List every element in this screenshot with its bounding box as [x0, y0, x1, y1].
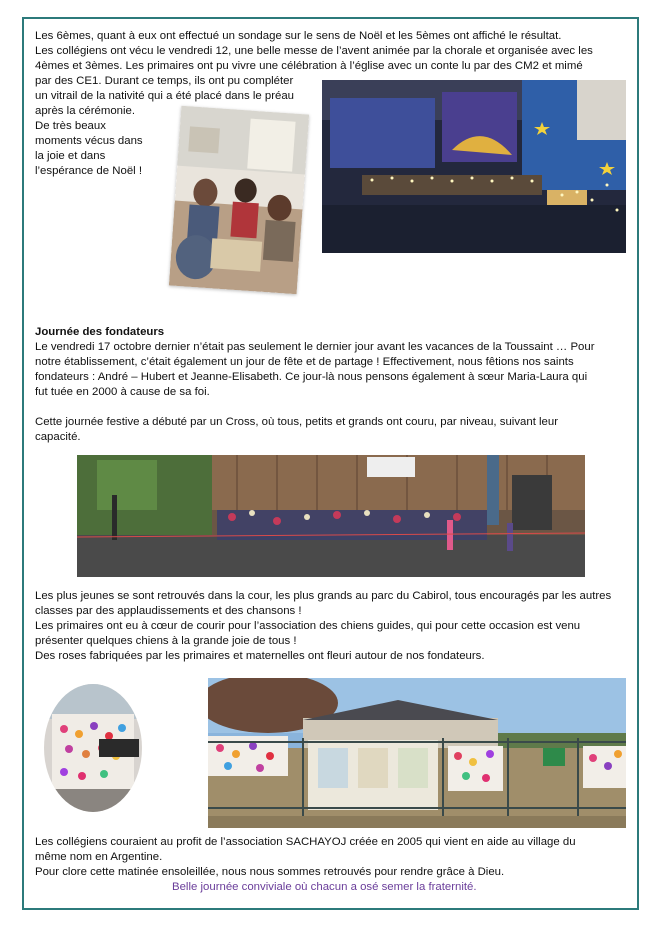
closing-line: Belle journée conviviale où chacun a osé semer la fraternité. [172, 881, 477, 893]
cross-race-photo [77, 455, 585, 577]
noel-line-1: Les 6èmes, quant à eux ont effectué un sondage sur le sens de Noël et les 5èmes ont affiché le résultat. [35, 30, 562, 42]
p2-line-1: Cette journée festive a débuté par un Cross, où tous, petits et grands ont couru, par niveau, suivant leur [35, 416, 559, 428]
p1-line-1: Le vendredi 17 octobre dernier n’était pas seulement le dernier jour avant les vacances de la Toussaint … Pour [35, 341, 595, 353]
noel-line-6: après la cérémonie. [35, 105, 136, 117]
p3-line-3: Les primaires ont eu à cœur de courir pour l’association des chiens guides, qui pour cette occasion est venu [35, 620, 581, 632]
noel-line-3: 4èmes et 3èmes. Les primaires ont pu vivre une célébration à l’église avec un conte lu par des CM2 et mimé [35, 60, 583, 72]
roses-panel-oval-photo [44, 684, 142, 812]
noel-line-7: De très beaux [35, 120, 106, 132]
p1-line-4: fut tuée en 2000 à cause de sa foi. [35, 386, 210, 398]
p2-line-2: capacité. [35, 431, 81, 443]
classroom-photo [169, 106, 309, 294]
p3-line-4: présenter quelques chiens à la grande joie de tous ! [35, 635, 297, 647]
p1-line-3: fondateurs : André – Hubert et Jeanne-Elisabeth. Ce jour-là nous pensons également à sœur Maria-Laura qui [35, 371, 588, 383]
p3-line-2: classes par des applaudissements et des chansons ! [35, 605, 302, 617]
p4-line-1: Les collégiens couraient au profit de l’association SACHAYOJ créée en 2005 qui vient en aide au village du [35, 836, 576, 848]
p3-line-5: Des roses fabriquées par les primaires et maternelles ont fleuri autour de nos fondateurs. [35, 650, 485, 662]
p4-line-2: même nom en Argentine. [35, 851, 163, 863]
noel-line-4: par des CE1. Durant ce temps, ils ont pu compléter [35, 75, 294, 87]
nativity-scene-photo [322, 80, 626, 253]
p3-line-1: Les plus jeunes se sont retrouvés dans la cour, les plus grands au parc du Cabirol, tous encouragés par les autres [35, 590, 612, 602]
p1-line-2: notre établissement, c’était également un jour de fête et de partage ! Effectivement, nous fêtions nos saints [35, 356, 574, 368]
noel-line-10: l’espérance de Noël ! [35, 165, 143, 177]
p4-line-3: Pour clore cette matinée ensoleillée, nous nous sommes retrouvés pour rendre grâce à Dieu. [35, 866, 505, 878]
noel-line-5: un vitrail de la nativité qui a été placé dans le préau [35, 90, 294, 102]
section-title: Journée des fondateurs [35, 326, 165, 338]
founders-fence-photo [208, 678, 626, 828]
noel-line-2: Les collégiens ont vécu le vendredi 12, une belle messe de l’avent animée par la chorale et organisée avec les [35, 45, 593, 57]
noel-line-8: moments vécus dans [35, 135, 143, 147]
noel-line-9: la joie et dans [35, 150, 106, 162]
